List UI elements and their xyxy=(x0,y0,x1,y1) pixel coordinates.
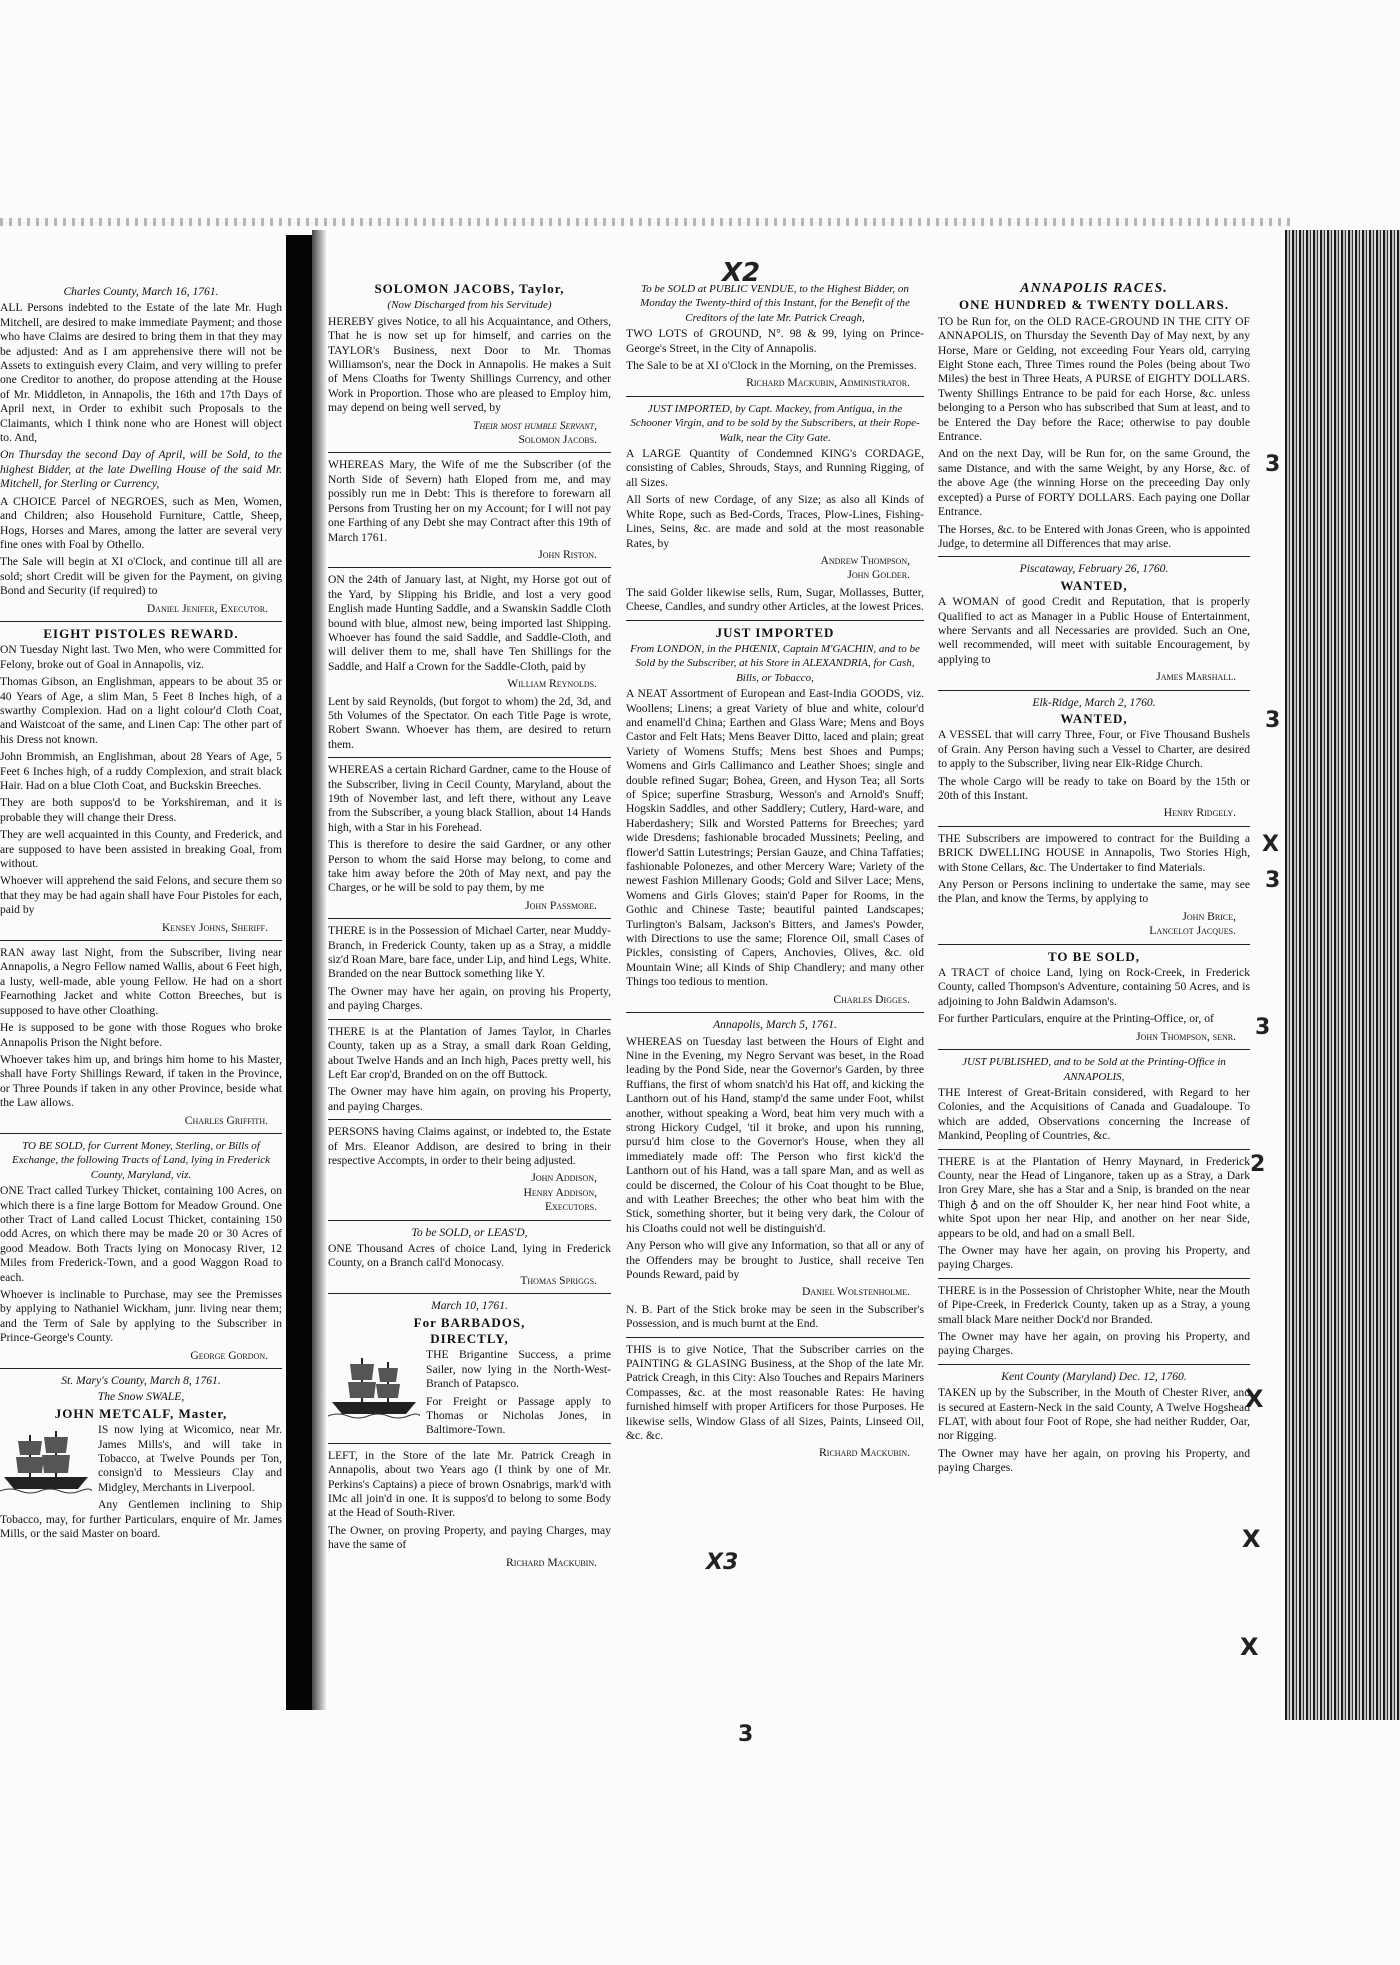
ad-body: IS now lying at Wicomico, near Mr. James Mills's, and will take in Tobacco, at Twelve Pounds per Ton, consign'd to Messieurs Clay and Midgley, Merchants in Liverpool. xyxy=(98,1423,282,1494)
ship-swale-notice xyxy=(0,1374,282,1541)
divider xyxy=(938,944,1250,945)
signature: John Brice, xyxy=(1182,909,1236,923)
public-vendue-notice xyxy=(626,282,924,391)
estate-notice-mitchell xyxy=(0,285,282,616)
binding-gutter xyxy=(286,235,312,1710)
divider xyxy=(938,1149,1250,1150)
addison-estate-notice xyxy=(328,1125,611,1214)
ad-body: THERE is at the Plantation of Henry Maynard, in Frederick County, near the Head of Linganore, taken up as a Stray, a Dark Iron Grey Mare, she has a Star and a Snip, is branded on the near Thigh ♁ and on the off Shoulder K, her near hind Foot white, a white Spot upon her near Hip, and another on her near Side, appears to be old, and had on a small Bell. xyxy=(938,1154,1250,1240)
divider xyxy=(0,1368,282,1369)
ad-body: They are both suppos'd to be Yorkshireman, and it is probable they will change their Dress. xyxy=(0,796,282,824)
ad-body: TO be Run for, on the OLD RACE-GROUND IN THE CITY OF ANNAPOLIS, on Thursday the Seventh Day of May next, by any Horse, Mare or Gelding, not exceeding Four Years old, carrying Eight Stone each, Three Times round the Poles (being about Two Miles) the best in Three Heats, A PURSE of EIGHTY DOLLARS. Twenty Shillings Entrance to be paid for each Horse, &c. unless belonging to a Person who has subscribed that Sum at least, and to be Entered the Day before the Race; otherwise to pay double Entrance. xyxy=(938,314,1250,444)
ad-body: All Sorts of new Cordage, of any Size; as also all Kinds of White Rope, such as Bed-Cords, Traces, Plow-Lines, Fishing-Lines, Seins, &c. are made and sold at the most reasonable Rates, by xyxy=(626,493,924,550)
just-published-notice xyxy=(938,1055,1250,1143)
ad-body: LEFT, in the Store of the late Mr. Patrick Creagh in Annapolis, about two Years ago (I think by one of Mr. Perkins's Captains) a piece of brown Osnabrigs, mark'd with IMc all join'd in one. It is suppos'd to belong to some Body at the Head of South-River. xyxy=(328,1448,611,1520)
stray-grey-mare-notice xyxy=(938,1155,1250,1273)
ad-body: A LARGE Quantity of Condemned KING's CORDAGE, consisting of Cables, Shrouds, Stays, and Running Rigging, of all Sizes. xyxy=(626,447,924,489)
barbados-ship-notice xyxy=(328,1299,611,1438)
ad-body: The Owner, on proving Property, and paying Charges, may have the same of xyxy=(328,1523,611,1552)
divider xyxy=(328,452,611,453)
signature: John Thompson, senr. xyxy=(1136,1029,1236,1043)
ad-subtitle: ONE HUNDRED & TWENTY DOLLARS. xyxy=(959,297,1229,313)
signature: Daniel Jenifer, Executor. xyxy=(146,601,268,615)
stray-gelding-notice xyxy=(328,1025,611,1114)
ad-body: The Owner may have her again, on proving his Property, and paying Charges. xyxy=(938,1243,1250,1272)
divider xyxy=(938,690,1250,691)
divider xyxy=(626,1012,924,1013)
land-sale-notice xyxy=(0,1139,282,1363)
handwritten-top-mark: X2 xyxy=(722,258,761,288)
divider xyxy=(938,1278,1250,1279)
ad-body: A WOMAN of good Credit and Reputation, that is properly Qualified to act as Manager in a Public House of Entertainment, where Servants and all Necessaries are provided. Such an One, well recommended, will meet with suitable Encouragement, by applying to xyxy=(938,595,1250,666)
ad-body: ONE Thousand Acres of choice Land, lying in Frederick County, on a Branch call'd Monocasy. xyxy=(328,1241,611,1270)
divider xyxy=(626,1337,924,1338)
signature: Henry Addison, xyxy=(523,1185,597,1199)
margin-mark: X xyxy=(1262,832,1279,857)
ad-body: John Brommish, an Englishman, about 28 Years of Age, 5 Feet 6 Inches high, of a ruddy Complexion, and strait black Hair. Had on a blue Cloth Coat, and Buckskin Breeches. xyxy=(0,750,282,792)
ad-body: Any Person or Persons inclining to undertake the same, may see the Plan, and know the Terms, by applying to xyxy=(938,878,1250,906)
ad-body: THE Brigantine Success, a prime Sailer, now lying in the North-West-Branch of Patapsco. xyxy=(426,1348,611,1391)
signature: Henry Ridgely. xyxy=(1163,806,1236,820)
margin-mark: X xyxy=(1245,1385,1264,1413)
dateline: Kent County (Maryland) Dec. 12, 1760. xyxy=(1001,1369,1187,1383)
ad-body: The Owner may have her again, on proving his Property, and paying Charges. xyxy=(938,1330,1250,1358)
signature: James Marshall. xyxy=(1156,670,1236,684)
column-three xyxy=(626,282,924,1652)
margin-mark: 3 xyxy=(1255,1015,1271,1040)
ad-body: ON Tuesday Night last. Two Men, who were Committed for Felony, broke out of Goal in Annapolis, viz. xyxy=(0,643,282,671)
ad-title: ANNAPOLIS RACES. xyxy=(1020,282,1168,296)
cordage-notice xyxy=(626,402,924,615)
dateline: Charles County, March 16, 1761. xyxy=(63,285,219,298)
brick-house-notice xyxy=(938,832,1250,939)
dateline: St. Mary's County, March 8, 1761. xyxy=(61,1374,221,1388)
book-page-edges xyxy=(1285,230,1400,1720)
signature-label: Executors. xyxy=(544,1200,597,1214)
ad-body: The Owner may have her again, on proving his Property, and paying Charges. xyxy=(938,1446,1250,1475)
divider xyxy=(938,1364,1250,1365)
land-tract-notice xyxy=(938,950,1250,1044)
ad-body: THERE is in the Possession of Christopher White, near the Mouth of Pipe-Creek, in Frederick County, taken up as a Stray, a young small black Mare neither Dock'd nor Branded. xyxy=(938,1283,1250,1326)
ad-body: ON the 24th of January last, at Night, my Horse got out of the Yard, by Slipping his Bridle, and lost a very good English made Hunting Saddle, and a Swanskin Saddle Cloth bound with blue, almost new, being imported last Shipping. Whoever has found the said Saddle, and Saddle-Cloth, and will deliver them to me, shall have Ten Shillings for the Saddle, and Half a Crown for the Saddle-Cloth, paid by xyxy=(328,573,611,673)
signature: John Addison, xyxy=(531,1171,597,1185)
ad-body: The Sale to be at XI o'Clock in the Morning, on the Premisses. xyxy=(626,359,917,373)
ad-body: ALL Persons indebted to the Estate of the late Mr. Hugh Mitchell, are desired to make immediate Payment; and those who have Claims are desired to bring them in that they may be adjusted: And as I am apprehensive there will not be Assets to extinguish every Claim, and very willing to prefer one Creditor to another, do propose attending at the House of Mr. Middleton, in Annapolis, the 16th and 17th Days of April next, in Order to exhibit such Proposals to the Claimants, which I think none who are Honest will object to. And, xyxy=(0,301,282,445)
ad-body: TAKEN up by the Subscriber, in the Mouth of Chester River, and is secured at Eastern-Neck in the said County, A Twelve Hogshead FLAT, with about four Foot of Rope, she had neither Rudder, Oar, nor Rigging. xyxy=(938,1386,1250,1443)
signature: Richard Mackubin. xyxy=(819,1446,910,1460)
ad-body: A TRACT of choice Land, lying on Rock-Creek, in Frederick County, called Thompson's Adventure, containing 50 Acres, and is adjoining to John Baldwin Adamson's. xyxy=(938,966,1250,1008)
ad-body: Whoever takes him up, and brings him home to his Master, shall have Forty Shillings Reward, if taken in the Province, or Three Pounds if taken in any other Province, beside what the Law allows. xyxy=(0,1052,282,1110)
flat-boat-notice xyxy=(938,1370,1250,1476)
signature: John Riston. xyxy=(538,547,597,561)
signature: Andrew Thompson, xyxy=(820,553,910,567)
margin-mark: X xyxy=(1240,1633,1259,1661)
ad-body: THERE is at the Plantation of James Taylor, in Charles County, taken up as a Stray, a small dark Roan Gelding, about Twelve Hands and an Inch high, Paces pretty well, his Left Ear crop'd, Branded on on the off Buttock. xyxy=(328,1024,611,1081)
ad-title: For BARBADOS, xyxy=(413,1314,526,1330)
ad-body: The Owner may have him again, on proving his Property, and paying Charges. xyxy=(328,1085,611,1113)
ad-title: EIGHT PISTOLES REWARD. xyxy=(43,625,239,641)
signature: George Gordon. xyxy=(190,1348,268,1362)
ad-body: He is supposed to be gone with those Rogues who broke Annapolis Prison the Night before. xyxy=(0,1021,282,1049)
divider xyxy=(328,1293,611,1294)
signature: Kensey Johns, Sheriff. xyxy=(161,920,268,934)
ad-title: TO BE SOLD, xyxy=(1047,948,1141,964)
ad-body: THE Subscribers are impowered to contract for the Building a BRICK DWELLING HOUSE in Annapolis, Two Stories High, with Stone Cellars, &c. The Undertaker to find Materials. xyxy=(938,831,1250,874)
ad-subtitle: (Now Discharged from his Servitude) xyxy=(387,299,552,312)
ad-title: WANTED, xyxy=(1060,710,1128,726)
divider xyxy=(0,621,282,622)
ad-title: JOHN METCALF, Master, xyxy=(54,1405,228,1421)
ad-title: JUST PUBLISHED, and to be Sold at the Printing-Office in ANNAPOLIS, xyxy=(962,1056,1226,1083)
ad-body: Whoever is inclinable to Purchase, may see the Premisses by applying to Nathaniel Wickham, junr. living near them; and the Term of Sale by applying to the Subscriber in Prince-George's County. xyxy=(0,1288,282,1345)
dateline: Annapolis, March 5, 1761. xyxy=(713,1018,837,1032)
ad-body: Any Person who will give any Information, so that all or any of the Offenders may be brought to Justice, shall receive Ten Pounds Reward, paid by xyxy=(626,1239,924,1281)
ad-body: A CHOICE Parcel of NEGROES, such as Men, Women, and Children; also Household Furniture, Cattle, Sheep, Hogs, Horses and Mares, among the latter are several very fine ones with Foal by Othello. xyxy=(0,494,282,551)
ad-body: Thomas Gibson, an Englishman, appears to be about 35 or 40 Years of Age, a slim Man, 5 Feet 8 Inches high, of a swarthy Complexion. Had on a light colour'd Cloth Coat, and Waistcoat of the same, and Linen Cap: The other part of his Dress not known. xyxy=(0,675,282,746)
ad-body: PERSONS having Claims against, or indebted to, the Estate of Mrs. Eleanor Addison, are desired to bring in their respective Accompts, in order to their being adjusted. xyxy=(328,1125,611,1167)
signature: Thomas Spriggs. xyxy=(520,1273,597,1287)
divider xyxy=(328,1443,611,1444)
runaway-notice xyxy=(0,946,282,1128)
divider xyxy=(328,1119,611,1120)
annapolis-races-notice xyxy=(938,282,1250,551)
signature: Solomon Jacobs. xyxy=(518,433,597,447)
stray-mare-notice xyxy=(328,924,611,1013)
column-four xyxy=(938,282,1250,1652)
ad-body: The said Golder likewise sells, Rum, Sugar, Mollasses, Butter, Cheese, Candles, and sundry other Articles, at the lowest Prices. xyxy=(626,585,924,614)
gutter-shadow xyxy=(312,230,326,1710)
ad-title: WANTED, xyxy=(1060,577,1128,593)
ad-body: For Freight or Passage apply to Thomas or Nicholas Jones, in Baltimore-Town. xyxy=(426,1394,611,1437)
ad-title: SOLOMON JACOBS, Taylor, xyxy=(374,282,565,296)
ad-subtitle: DIRECTLY, xyxy=(430,1331,509,1346)
ad-body: WHEREAS on Tuesday last between the Hours of Eight and Nine in the Evening, my Negro Servant was beset, in the Road leading by the Pond Side, near the Governor's Garden, by three Ruffians, the first of whom snatch'd his Hat off, and kicking the Lanthorn out of his Hand, stamp'd the same under Foot, whilst another, without speaking a Word, beat him very much with a strong Hickory Cudgel, 'til it broke, and upon his running, pursu'd him close to the Governor's House, when they all immediately made off: The Person who first kick'd the Lanthorn out of his Hand, was a tall spare Man, and as well as could be discerned, the Colour of his Coat thought to be Blue, and with Leather Breeches; the other who beat him with the Stick, something shorter, but it being very dark, the Colour of his Cloaths could not well be distinguish'd. xyxy=(626,1034,924,1235)
divider xyxy=(328,1019,611,1020)
ad-body: The Horses, &c. to be Entered with Jonas Green, who is appointed Judge, to determine all Differences that may arise. xyxy=(938,522,1250,550)
ad-body: WHEREAS a certain Richard Gardner, came to the House of the Subscriber, living in Cecil County, Maryland, about the 19th of November last, and left there, without any Leave from the Subscriber, a young black Stallion, about 14 Hands high, with a Star in his Forehead. xyxy=(328,763,611,834)
divider xyxy=(328,757,611,758)
osnabrigs-notice xyxy=(328,1449,611,1570)
ship-woodcut-icon xyxy=(0,1425,92,1497)
divider xyxy=(938,826,1250,827)
lost-saddle-notice xyxy=(328,573,611,752)
ad-body: The Sale will begin at XI o'Clock, and continue till all are sold; short Credit will be given for the Payment, on giving Bond and Security (if required) to xyxy=(0,555,282,598)
ad-body: WHEREAS Mary, the Wife of me the Subscriber (of the North Side of Severn) hath Eloped from me, and may possibly run me in Debt: This is therefore to forewarn all Persons from Trusting her on my Account; for I will not pay one Farthing of any Debt she may Contract after this 19th of March 1761. xyxy=(328,458,611,544)
divider xyxy=(0,1133,282,1134)
divider xyxy=(626,396,924,397)
handwritten-mid-mark: X3 xyxy=(706,1550,739,1575)
divider xyxy=(0,940,282,941)
margin-mark: X xyxy=(1242,1525,1261,1553)
divider xyxy=(328,1220,611,1221)
wife-eloped-notice xyxy=(328,458,611,562)
divider xyxy=(328,567,611,568)
signature: Daniel Wolstenholme. xyxy=(801,1285,910,1299)
column-two xyxy=(328,282,611,1652)
wanted-vessel-notice xyxy=(938,696,1250,821)
ad-body: The whole Cargo will be ready to take on Board by the 15th or 20th of this Instant. xyxy=(938,774,1250,802)
wanted-woman-notice xyxy=(938,562,1250,684)
divider xyxy=(938,1049,1250,1050)
stallion-notice xyxy=(328,763,611,913)
divider xyxy=(938,556,1250,557)
ad-body: This is therefore to desire the said Gardner, or any other Person to whom the said Horse may belong, to come and take him away before the 20th of May next, and pay the Charges, or he will be sold to pay them, by me xyxy=(328,838,611,895)
ad-body: They are well acquainted in this County, and Frederick, and are supposed to have been assisted in breaking Goal, from without. xyxy=(0,828,282,871)
signature: Richard Mackubin. xyxy=(506,1555,597,1569)
ad-subtitle: The Snow SWALE, xyxy=(97,1390,185,1404)
land-lease-notice xyxy=(328,1226,611,1289)
divider xyxy=(328,918,611,919)
ad-body: For further Particulars, enquire at the Printing-Office, or, of xyxy=(938,1012,1214,1026)
ad-title: To be SOLD, or LEAS'D, xyxy=(411,1225,528,1239)
imported-goods-notice xyxy=(626,626,924,1008)
margin-mark: 3 xyxy=(1265,452,1281,477)
ad-body: N. B. Part of the Stick broke may be seen in the Subscriber's Possession, and is much burnt at the End. xyxy=(626,1302,924,1331)
margin-mark: 2 xyxy=(1250,1152,1266,1177)
ad-body: Lent by said Reynolds, (but forgot to whom) the 2d, 3d, and 5th Volumes of the Spectator. On each Title Page is wrote, Robert Swann. Whoever has them, are desired to return them. xyxy=(328,694,611,751)
ad-body: Whoever will apprehend the said Felons, and secure them so that they may be had again shall have Four Pistoles for each, paid by xyxy=(0,874,282,917)
ad-body: THIS is to give Notice, That the Subscriber carries on the PAINTING & GLASING Business, at the Shop of the late Mr. Patrick Creagh, in this City: Also Touches and Repairs Mariners Compasses, &c. at the most reasonable Rates: He having furnished himself with proper Artificers for those Purposes. He likewise sells, Window Glass of all Sizes, Paints, Linseed Oil, &c. &c. xyxy=(626,1342,924,1443)
stray-black-mare-notice xyxy=(938,1284,1250,1359)
ad-title: To be SOLD at PUBLIC VENDUE, to the Highest Bidder, on Monday the Twenty-third of this Instant, for the Benefit of the Creditors of the late Mr. Patrick Creagh, xyxy=(640,283,910,324)
ad-body: TWO LOTS of GROUND, N°. 98 & 99, lying on Prince-George's Street, in the City of Annapolis. xyxy=(626,327,924,355)
ad-body: On Thursday the second Day of April, will be Sold, to the highest Bidder, at the late Dwelling House of the said Mr. Mitchell, for Sterling or Currency, xyxy=(0,448,282,491)
signature: Richard Mackubin, Administrator. xyxy=(746,376,910,390)
ad-body: A VESSEL that will carry Three, Four, or Five Thousand Bushels of Grain. Any Person having such a Vessel to Charter, are desired to apply to the Subscriber, living near Elk-Ridge Church. xyxy=(938,728,1250,771)
ad-body: Any Gentlemen inclining to Ship Tobacco, may, for further Particulars, enquire of Mr. James Mills, or the said Master on board. xyxy=(0,1498,282,1541)
signature: John Golder. xyxy=(847,568,910,582)
ad-title: JUST IMPORTED, by Capt. Mackey, from Antigua, in the Schooner Virgin, and to be sold by the Subscribers, at their Rope-Walk, near the City Gate. xyxy=(630,402,920,444)
page-top-edge xyxy=(0,218,1290,226)
dateline: Piscataway, February 26, 1760. xyxy=(1019,562,1169,576)
assault-reward-notice xyxy=(626,1018,924,1332)
ad-body: The Owner may have her again, on proving his Property, and paying Charges. xyxy=(328,984,611,1013)
ad-body: HEREBY gives Notice, to all his Acquaintance, and Others, That he is now set up for himself, and carries on the TAYLOR's Business, next Door to Mr. Thomas Williamson's, near the Dock in Annapolis. He makes a Suit of Mens Cloaths for Twenty Shillings Currency, and other Work in Proportion. Those who are pleased to Employ him, may depend on being well served, by xyxy=(328,314,611,415)
dateline: Elk-Ridge, March 2, 1760. xyxy=(1032,695,1156,709)
ship-woodcut-icon xyxy=(328,1350,420,1422)
signature: Charles Digges. xyxy=(833,992,910,1006)
page-number: 3 xyxy=(738,1722,754,1747)
painting-glasing-notice xyxy=(626,1343,924,1461)
ad-body: THERE is in the Possession of Michael Carter, near Muddy-Branch, in Frederick County, taken up as a Stray, a middle siz'd Roan Mare, bare face, under Lip, and hind Legs, White. Branded on the near Buttock something like Y. xyxy=(328,924,611,981)
ad-body: RAN away last Night, from the Subscriber, living near Annapolis, a Negro Fellow named Wallis, about 6 Feet high, a lusty, well-made, able young Fellow. He had on a short Fearnothing Jacket and white Cotton Breeches, but is supposed to have other Cloathing. xyxy=(0,946,282,1017)
margin-mark: 3 xyxy=(1265,868,1281,893)
ad-subtitle: From LONDON, in the PHŒNIX, Captain M'GACHIN, and to be Sold by the Subscriber, at his Store in ALEXANDRIA, for Cash, Bills, or Tobacco, xyxy=(630,642,920,684)
taylor-notice xyxy=(328,282,611,447)
reward-notice-felons xyxy=(0,627,282,935)
ad-body: A NEAT Assortment of European and East-India GOODS, viz. Woollens; Linens; a great Variety of blue and white, colour'd and enamell'd China; Earthen and Glass Ware; Mens and Boys Castor and Felt Hats; Mens Beaver Ditto, laced and plain; great Variety of Womens Stuffs; Mens best Shoes and Pumps; Womens and Girls Callimanco and Leather Shoes; single and double refined Sugar; Bohea, Green, and Hyson Tea; all Sorts of Spice; superfine Strasburg, Wesson's and Arnold's Snuff; Hogskin Saddles, and other Saddlery; Cutlery, Hard-ware, and Haberdashery; Silk and Worsted Patterns for Breeches; yard wide Dresdens; fashionable brocaded Mussinets; Peeling, and flower'd Sattin Lutestrings; Persian Gauze, and China Taffaties; fashionable Polonezes, and other Mercery Ware; Variety of the newest Fashion Millenary Goods; Gold and Silver Lace; Mens, Womens and Girls Gloves; stain'd Paper for Rooms, in the Gothic and Chinese Taste; beautiful painted Landscapes; Turlington's Balsam, Jackson's Bitters, and James's Powder, with Directions to use the same; Florence Oil, small Cases of Pickles, consisting of Capers, Anchovies, Olives, &c. old Mountain Wine; all Kinds of Ship Chandlery; and many other Things too tedious to mention. xyxy=(626,687,924,989)
signature: Charles Griffith. xyxy=(184,1113,268,1127)
signature: William Reynolds. xyxy=(507,677,597,691)
margin-mark: 3 xyxy=(1265,708,1281,733)
ad-body: THE Interest of Great-Britain considered, with Regard to her Colonies, and the Acquisitions of Canada and Guadaloupe. To which are added, Observations concerning the Increase of Mankind, Peopling of Countries, &c. xyxy=(938,1085,1250,1143)
signature: John Passmore. xyxy=(525,898,597,912)
signature-preface: Their most humble Servant, xyxy=(473,418,597,432)
dateline: March 10, 1761. xyxy=(431,1299,508,1313)
ad-body: And on the next Day, will be Run for, on the same Ground, the same Distance, and with the same Weight, by any Horse, &c. of the above Age (the winning Horse on the preceeding Day only excepted) a Purse of FORTY DOLLARS. Each paying one Dollar Entrance. xyxy=(938,447,1250,519)
ad-body: ONE Tract called Turkey Thicket, containing 100 Acres, on which there is a fine large Bottom for Meadow Ground. One other Tract of Land called Locust Thicket, containing 150 odd Acres, on which there may be made 20 or 30 Acres of good Meadow. Both Tracts lying on Monocasy River, 12 Miles from Frederick-Town, and a good Waggon Road to each. xyxy=(0,1184,282,1284)
left-column xyxy=(0,285,282,1645)
ad-title: TO BE SOLD, for Current Money, Sterling, or Bills of Exchange, the following Tracts of Land, lying in Frederick County, Maryland, viz. xyxy=(11,1139,271,1181)
divider xyxy=(626,620,924,621)
ad-title: JUST IMPORTED xyxy=(715,624,835,640)
signature: Lancelot Jacques. xyxy=(1149,924,1236,938)
